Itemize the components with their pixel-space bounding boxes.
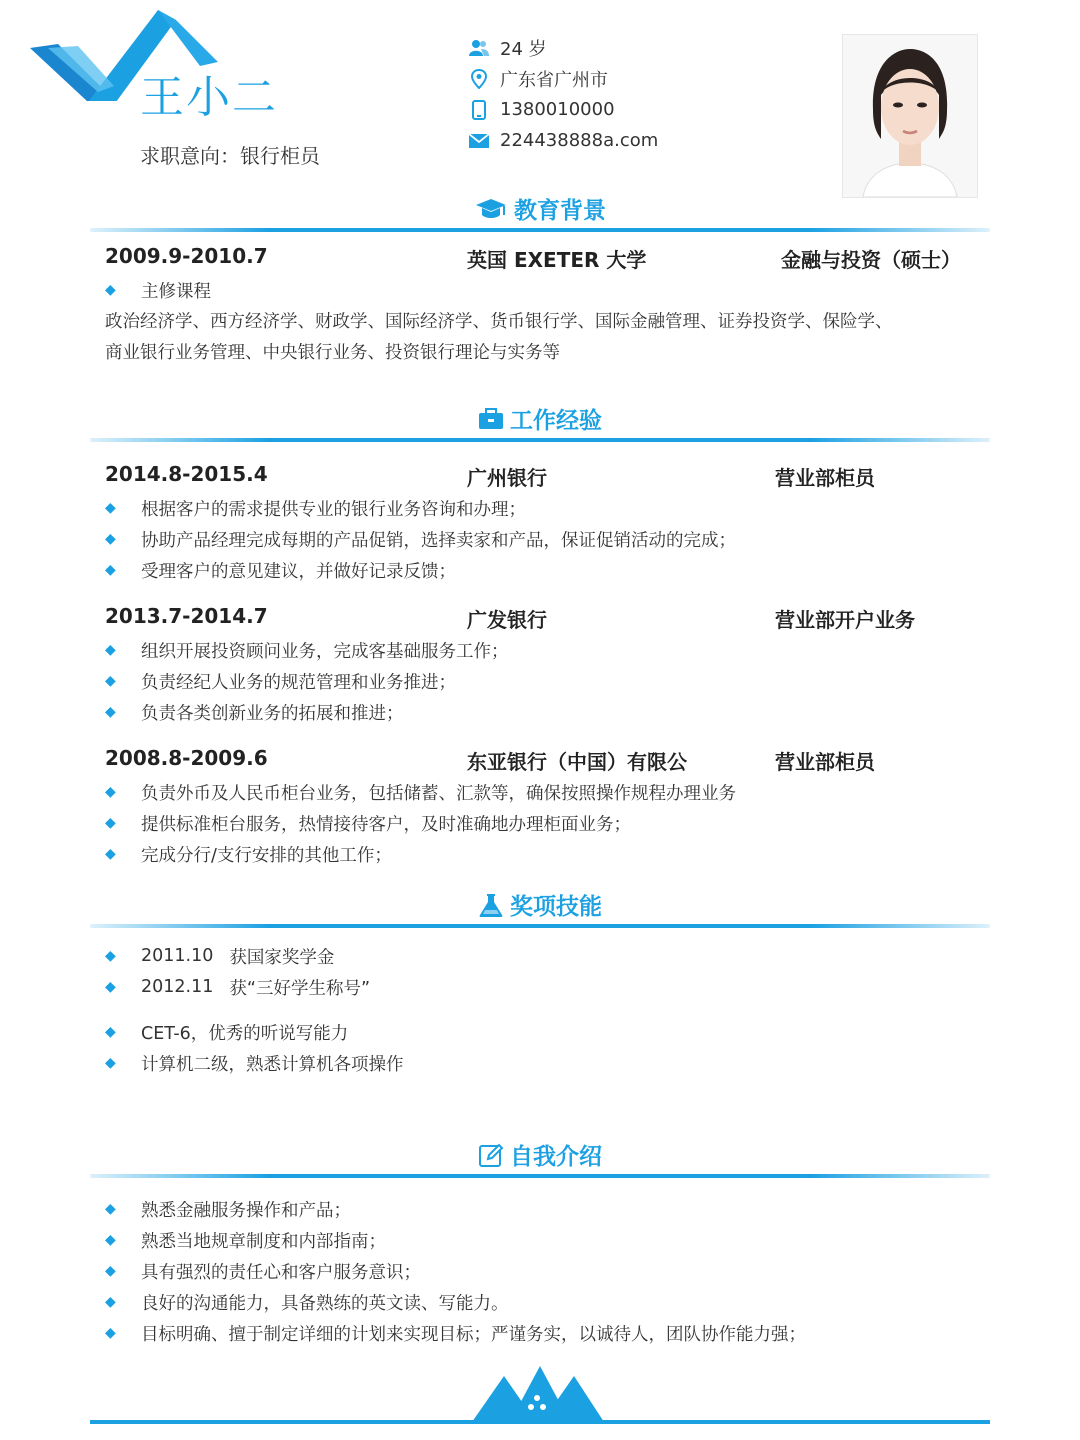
contact-list <box>468 32 658 156</box>
edu-period: 2009.9-2010.7 <box>105 244 268 268</box>
job-period: 2014.8-2015.4 <box>105 462 268 486</box>
diamond-bullet-icon: ◆ <box>105 562 116 578</box>
course-line: 政治经济学、西方经济学、财政学、国际经济学、货币银行学、国际金融管理、证券投资学、保险学、 <box>105 312 893 332</box>
list-item: ◆ CET-6，优秀的听说写能力 <box>105 1023 349 1044</box>
job-company: 东亚银行（中国）有限公 <box>467 750 687 774</box>
profile-photo <box>842 34 978 198</box>
contact-age: 24 岁 <box>468 32 658 63</box>
flask-icon <box>478 892 504 918</box>
section-divider <box>90 228 990 232</box>
list-item: ◆ 熟悉金融服务操作和产品； <box>105 1200 351 1221</box>
section-title: 工作经验 <box>510 408 602 434</box>
list-item: ◆ 负责各类创新业务的拓展和推进； <box>105 703 404 724</box>
section-divider <box>90 1174 990 1178</box>
section-divider <box>90 438 990 442</box>
education-entry <box>105 244 985 274</box>
section-title: 奖项技能 <box>510 894 602 920</box>
diamond-bullet-icon: ◆ <box>105 531 116 547</box>
diamond-bullet-icon: ◆ <box>105 704 116 720</box>
job-role: 营业部开户业务 <box>775 608 915 632</box>
diamond-bullet-icon: ◆ <box>105 1024 116 1040</box>
job-entry <box>105 604 985 634</box>
diamond-bullet-icon: ◆ <box>105 979 116 995</box>
list-item: ◆ 主修课程 <box>105 281 211 302</box>
diamond-bullet-icon: ◆ <box>105 642 116 658</box>
diamond-bullet-icon: ◆ <box>105 948 116 964</box>
job-period: 2013.7-2014.7 <box>105 604 268 628</box>
diamond-bullet-icon: ◆ <box>105 1055 116 1071</box>
diamond-bullet-icon: ◆ <box>105 500 116 516</box>
section-education-header <box>90 192 990 232</box>
edu-school: 英国 EXETER 大学 <box>467 248 647 272</box>
list-item: ◆ 熟悉当地规章制度和内部指南； <box>105 1231 386 1252</box>
section-divider <box>90 924 990 928</box>
edit-icon <box>478 1142 504 1168</box>
diamond-bullet-icon: ◆ <box>105 282 116 298</box>
location-pin-icon <box>468 68 490 90</box>
list-item: ◆ 计算机二级，熟悉计算机各项操作 <box>105 1054 404 1075</box>
diamond-bullet-icon: ◆ <box>105 673 116 689</box>
list-item: ◆ 组织开展投资顾问业务，完成客基础服务工作； <box>105 641 509 662</box>
graduation-cap-icon <box>474 197 508 221</box>
job-role: 营业部柜员 <box>775 750 875 774</box>
job-role: 营业部柜员 <box>775 466 875 490</box>
list-item: ◆ 根据客户的需求提供专业的银行业务咨询和办理； <box>105 499 526 520</box>
job-entry <box>105 462 985 492</box>
job-company: 广发银行 <box>467 608 547 632</box>
job-entry <box>105 746 985 776</box>
list-item: ◆ 负责外币及人民币柜台业务，包括储蓄、汇款等，确保按照操作规程办理业务 <box>105 783 736 804</box>
diamond-bullet-icon: ◆ <box>105 1325 116 1341</box>
list-item: ◆ 良好的沟通能力，具备熟练的英文读、写能力。 <box>105 1293 509 1314</box>
diamond-bullet-icon: ◆ <box>105 1263 116 1279</box>
mail-icon <box>468 130 490 152</box>
diamond-bullet-icon: ◆ <box>105 815 116 831</box>
job-intent: 求职意向：银行柜员 <box>140 144 320 168</box>
footer-mountain-icon <box>90 1360 990 1430</box>
section-title: 自我介绍 <box>510 1144 602 1170</box>
diamond-bullet-icon: ◆ <box>105 784 116 800</box>
diamond-bullet-icon: ◆ <box>105 1201 116 1217</box>
list-item: ◆ 2012.11 获“三好学生称号” <box>105 977 371 999</box>
contact-phone: 1380010000 <box>468 94 658 125</box>
diamond-bullet-icon: ◆ <box>105 1232 116 1248</box>
list-item: ◆ 负责经纪人业务的规范管理和业务推进； <box>105 672 456 693</box>
edu-major: 金融与投资（硕士） <box>781 248 961 272</box>
portrait-image <box>843 35 977 197</box>
section-awards-header <box>90 888 990 928</box>
job-company: 广州银行 <box>467 466 547 490</box>
list-item: ◆ 2011.10 获国家奖学金 <box>105 946 335 968</box>
list-item: ◆ 目标明确、擅于制定详细的计划来实现目标；严谨务实，以诚待人，团队协作能力强； <box>105 1324 806 1345</box>
section-work-header <box>90 402 990 442</box>
diamond-bullet-icon: ◆ <box>105 1294 116 1310</box>
candidate-name: 王小二 <box>140 72 278 123</box>
list-item: ◆ 提供标准柜台服务，热情接待客户，及时准确地办理柜面业务； <box>105 814 631 835</box>
phone-icon <box>468 99 490 121</box>
list-item: ◆ 完成分行/支行安排的其他工作； <box>105 845 392 866</box>
contact-location: 广东省广州市 <box>468 63 658 94</box>
course-line: 商业银行业务管理、中央银行业务、投资银行理论与实务等 <box>105 343 560 363</box>
list-item: ◆ 具有强烈的责任心和客户服务意识； <box>105 1262 421 1283</box>
list-item: ◆ 受理客户的意见建议，并做好记录反馈； <box>105 561 456 582</box>
list-item: ◆ 协助产品经理完成每期的产品促销，选择卖家和产品，保证促销活动的完成； <box>105 530 736 551</box>
section-self-header <box>90 1138 990 1178</box>
section-title: 教育背景 <box>514 198 606 224</box>
person-icon <box>468 37 490 59</box>
job-period: 2008.8-2009.6 <box>105 746 268 770</box>
diamond-bullet-icon: ◆ <box>105 846 116 862</box>
briefcase-icon <box>478 408 504 430</box>
contact-email: 224438888a.com <box>468 125 658 156</box>
